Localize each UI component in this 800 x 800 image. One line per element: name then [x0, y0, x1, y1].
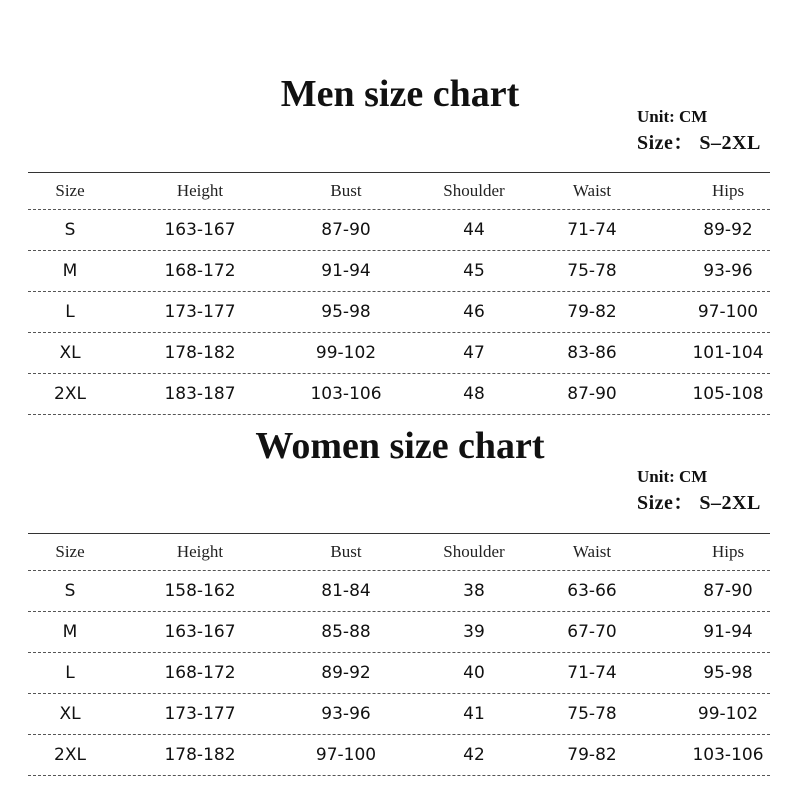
waist-cell: 83-86	[567, 343, 617, 363]
men-header-shoulder: Shoulder	[443, 181, 505, 200]
women-header-shoulder: Shoulder	[443, 542, 505, 561]
men-size-range-label: Size： S–2XL	[637, 132, 761, 154]
shoulder-cell: 47	[463, 343, 485, 363]
waist-cell: 67-70	[567, 622, 617, 642]
shoulder-cell: 48	[463, 384, 485, 404]
men-header-waist: Waist	[572, 181, 612, 200]
hips-cell: 89-92	[703, 220, 753, 240]
men-chart-title: Men size chart	[280, 73, 520, 115]
size-cell: XL	[59, 343, 81, 363]
size-cell: S	[64, 220, 76, 240]
hips-cell: 91-94	[703, 622, 753, 642]
women-table-header-row	[28, 534, 770, 571]
table-row	[28, 292, 770, 333]
table-row	[28, 571, 770, 612]
table-row	[28, 694, 770, 735]
size-cell: 2XL	[54, 745, 86, 765]
women-size-table	[28, 533, 770, 776]
women-header-height: Height	[176, 542, 224, 561]
height-cell: 168-172	[164, 261, 236, 281]
women-size-range-label: Size： S–2XL	[637, 492, 761, 514]
men-header-size: Size	[55, 181, 85, 200]
size-cell: L	[65, 663, 75, 683]
waist-cell: 75-78	[567, 704, 617, 724]
size-cell: 2XL	[54, 384, 86, 404]
hips-cell: 95-98	[703, 663, 753, 683]
height-cell: 178-182	[164, 745, 236, 765]
shoulder-cell: 46	[463, 302, 485, 322]
women-header-bust: Bust	[330, 542, 362, 561]
bust-cell: 81-84	[321, 581, 371, 601]
table-row	[28, 653, 770, 694]
men-unit-label: Unit: CM	[637, 107, 708, 126]
height-cell: 168-172	[164, 663, 236, 683]
bust-cell: 89-92	[321, 663, 371, 683]
size-cell: S	[64, 581, 76, 601]
size-cell: L	[65, 302, 75, 322]
men-size-table	[28, 172, 770, 415]
size-cell: M	[62, 261, 78, 281]
bust-cell: 93-96	[321, 704, 371, 724]
bust-cell: 87-90	[321, 220, 371, 240]
women-unit-label: Unit: CM	[637, 467, 708, 486]
men-header-hips: Hips	[711, 181, 745, 200]
table-row	[28, 374, 770, 415]
height-cell: 173-177	[164, 302, 236, 322]
shoulder-cell: 44	[463, 220, 485, 240]
hips-cell: 101-104	[692, 343, 764, 363]
height-cell: 163-167	[164, 622, 236, 642]
bust-cell: 91-94	[321, 261, 371, 281]
waist-cell: 63-66	[567, 581, 617, 601]
size-cell: XL	[59, 704, 81, 724]
height-cell: 183-187	[164, 384, 236, 404]
hips-cell: 97-100	[697, 302, 759, 322]
men-table-header-row	[28, 173, 770, 210]
women-header-size: Size	[55, 542, 85, 561]
men-header-height: Height	[176, 181, 224, 200]
height-cell: 158-162	[164, 581, 236, 601]
men-header-bust: Bust	[330, 181, 362, 200]
hips-cell: 87-90	[703, 581, 753, 601]
hips-cell: 105-108	[692, 384, 764, 404]
waist-cell: 71-74	[567, 663, 617, 683]
height-cell: 163-167	[164, 220, 236, 240]
table-row	[28, 333, 770, 374]
shoulder-cell: 41	[463, 704, 485, 724]
bust-cell: 99-102	[315, 343, 377, 363]
size-cell: M	[62, 622, 78, 642]
waist-cell: 75-78	[567, 261, 617, 281]
hips-cell: 99-102	[697, 704, 759, 724]
height-cell: 178-182	[164, 343, 236, 363]
waist-cell: 71-74	[567, 220, 617, 240]
bust-cell: 85-88	[321, 622, 371, 642]
height-cell: 173-177	[164, 704, 236, 724]
women-chart-title: Women size chart	[255, 425, 545, 467]
bust-cell: 95-98	[321, 302, 371, 322]
table-row	[28, 612, 770, 653]
shoulder-cell: 40	[463, 663, 485, 683]
shoulder-cell: 39	[463, 622, 485, 642]
bust-cell: 97-100	[315, 745, 377, 765]
waist-cell: 79-82	[567, 745, 617, 765]
shoulder-cell: 42	[463, 745, 485, 765]
table-row	[28, 251, 770, 292]
bust-cell: 103-106	[310, 384, 382, 404]
hips-cell: 103-106	[692, 745, 764, 765]
shoulder-cell: 38	[463, 581, 485, 601]
waist-cell: 87-90	[567, 384, 617, 404]
women-header-hips: Hips	[711, 542, 745, 561]
women-header-waist: Waist	[572, 542, 612, 561]
waist-cell: 79-82	[567, 302, 617, 322]
shoulder-cell: 45	[463, 261, 485, 281]
hips-cell: 93-96	[703, 261, 753, 281]
table-row	[28, 735, 770, 776]
table-row	[28, 210, 770, 251]
